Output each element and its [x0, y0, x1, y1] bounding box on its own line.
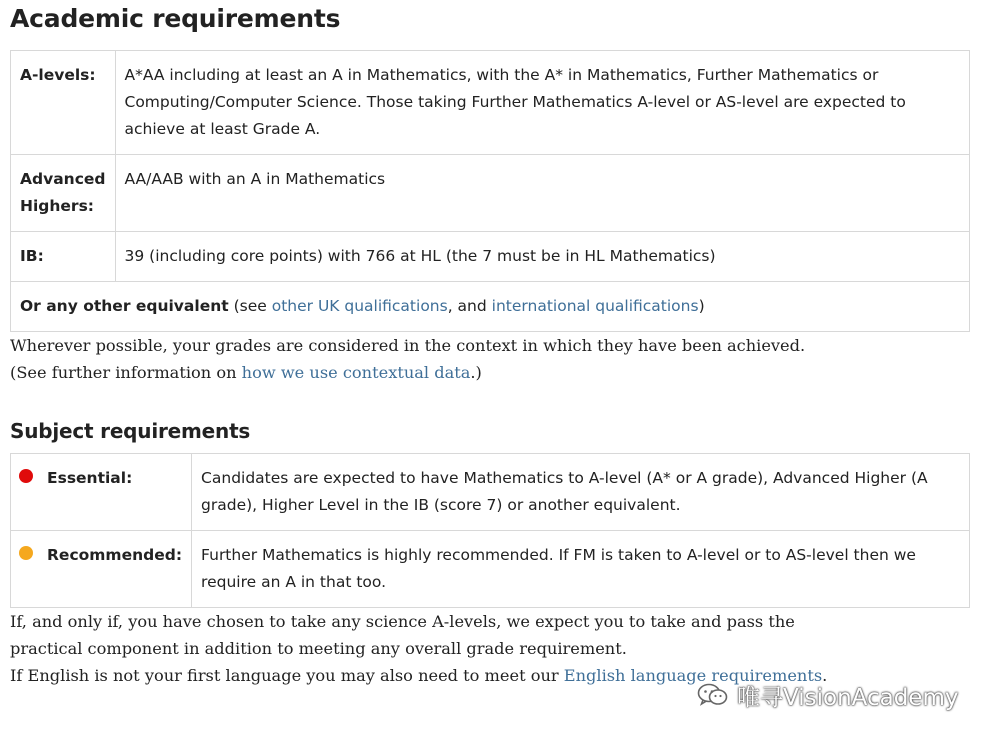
essential-indicator-icon [19, 469, 33, 483]
row-value-recommended: Further Mathematics is highly recommended. If FM is taken to A-level or to AS-level then we require an A in that too. [201, 546, 916, 591]
row-label-ib: IB: [20, 247, 44, 265]
row-label-advanced-highers: Advanced Highers: [20, 170, 106, 215]
table-row [11, 531, 970, 608]
context-paragraph: Wherever possible, your grades are considered in the context in which they have been achieved. (See further information on how we use contextual data.) [10, 336, 806, 382]
table-row [11, 51, 970, 155]
row-label-essential: Essential: [47, 469, 133, 487]
subject-requirements-heading: Subject requirements [10, 419, 251, 443]
wechat-icon [697, 682, 729, 708]
recommended-indicator-icon [19, 546, 33, 560]
subject-requirements-table [10, 453, 970, 608]
contextual-data-link[interactable]: how we use contextual data [241, 363, 471, 382]
watermark-text: 唯寻VisionAcademy [737, 684, 959, 711]
table-row [11, 155, 970, 232]
watermark [697, 680, 958, 710]
english-paragraph: If English is not your first language you may also need to meet our English language requirements. [10, 666, 828, 685]
academic-requirements-heading: Academic requirements [10, 4, 341, 33]
equivalent-row: Or any other equivalent (see other UK qualifications, and international qualifications) [20, 297, 705, 315]
academic-requirements-table [10, 50, 970, 332]
other-uk-qualifications-link[interactable]: other UK qualifications [271, 297, 448, 315]
equivalent-label: Or any other equivalent [20, 297, 229, 315]
table-row [11, 454, 970, 531]
row-value-advanced-highers: AA/AAB with an A in Mathematics [124, 170, 386, 188]
page-content [10, 0, 970, 689]
row-label-recommended: Recommended: [47, 546, 183, 564]
international-qualifications-link[interactable]: international qualifications [491, 297, 699, 315]
table-row [11, 232, 970, 282]
row-value-a-levels: A*AA including at least an A in Mathematics, with the A* in Mathematics, Further Mathematics or Computing/Computer Science. Those taking Further Mathematics A-level or AS-level are expected to achieve at least Grade A. [124, 66, 906, 138]
english-language-requirements-link[interactable]: English language requirements [563, 666, 823, 685]
row-value-essential: Candidates are expected to have Mathematics to A-level (A* or A grade), Advanced Higher (A grade), Higher Level in the IB (score 7) or another equivalent. [201, 469, 928, 514]
row-label-a-levels: A-levels: [20, 66, 96, 84]
table-row [11, 282, 970, 332]
row-value-ib: 39 (including core points) with 766 at HL (the 7 must be in HL Mathematics) [124, 247, 716, 265]
science-paragraph: If, and only if, you have chosen to take any science A-levels, we expect you to take and pass the practical component in addition to meeting any overall grade requirement. [10, 612, 795, 658]
